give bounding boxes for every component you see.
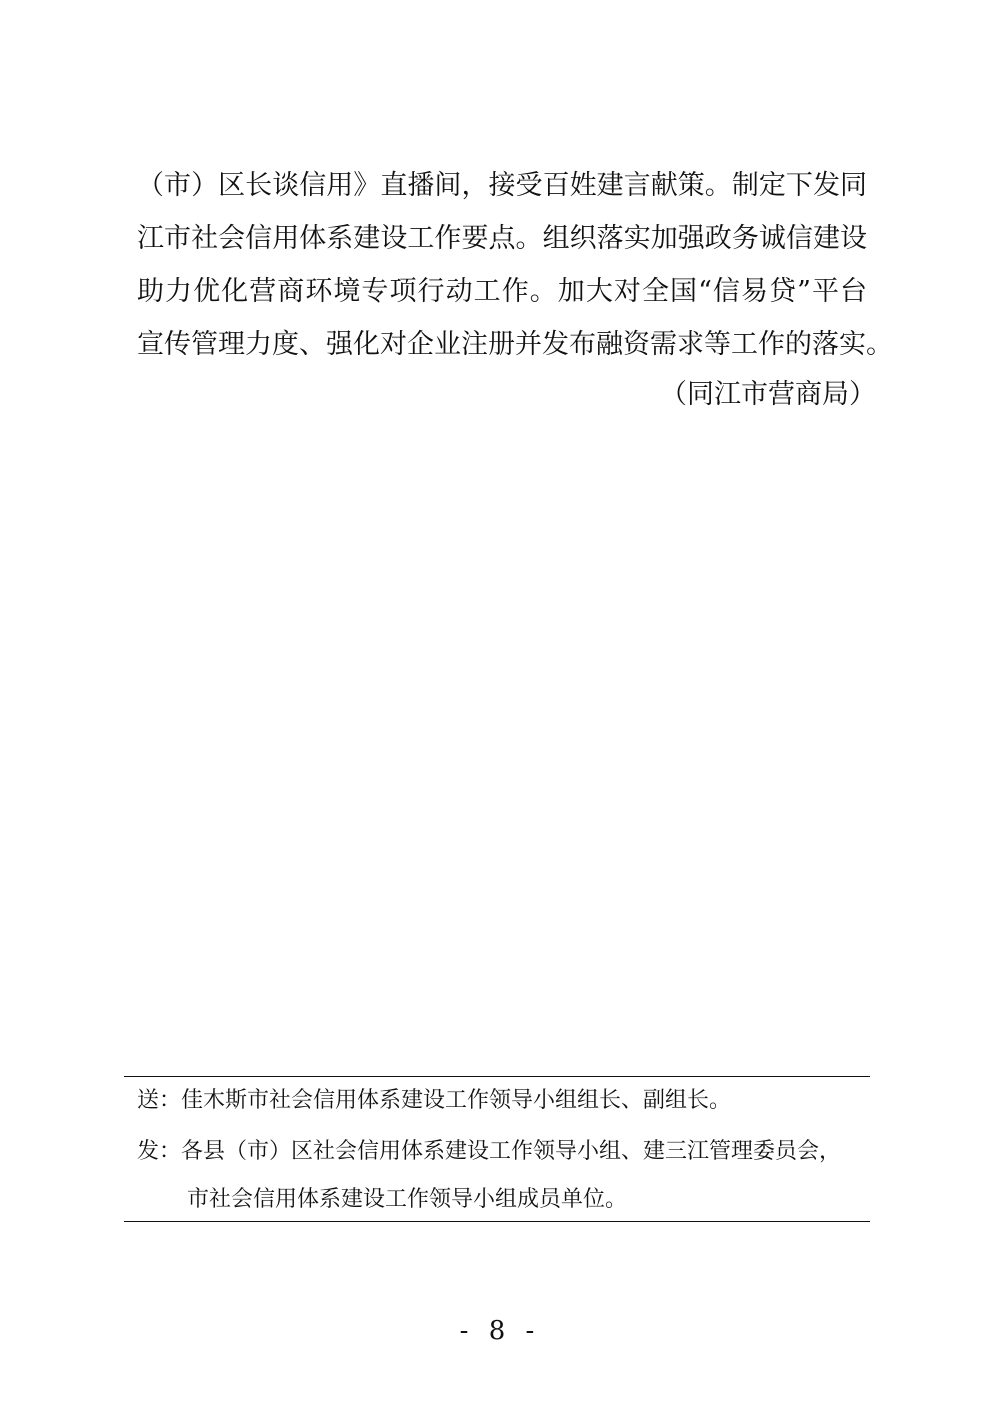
paragraph-line: 江市社会信用体系建设工作要点。组织落实加强政务诚信建设 (137, 223, 867, 254)
distribution-bottom-rule (124, 1221, 870, 1222)
page-number: - 8 - (459, 1316, 541, 1346)
paragraph-line: （市）区长谈信用》直播间，接受百姓建言献策。制定下发同 (137, 170, 867, 201)
issuing-agency-signature: （同江市营商局） (660, 379, 876, 410)
issue-to-line-continued: 市社会信用体系建设工作领导小组成员单位。 (187, 1187, 628, 1212)
paragraph-line: 宣传管理力度、强化对企业注册并发布融资需求等工作的落实。 (137, 329, 893, 360)
paragraph-line: 助力优化营商环境专项行动工作。加大对全国“信易贷”平台 (137, 276, 867, 307)
distribution-top-rule (124, 1076, 870, 1077)
send-to-line: 送：佳木斯市社会信用体系建设工作领导小组组长、副组长。 (137, 1088, 732, 1113)
issue-to-line: 发：各县（市）区社会信用体系建设工作领导小组、建三江管理委员会， (137, 1139, 842, 1164)
